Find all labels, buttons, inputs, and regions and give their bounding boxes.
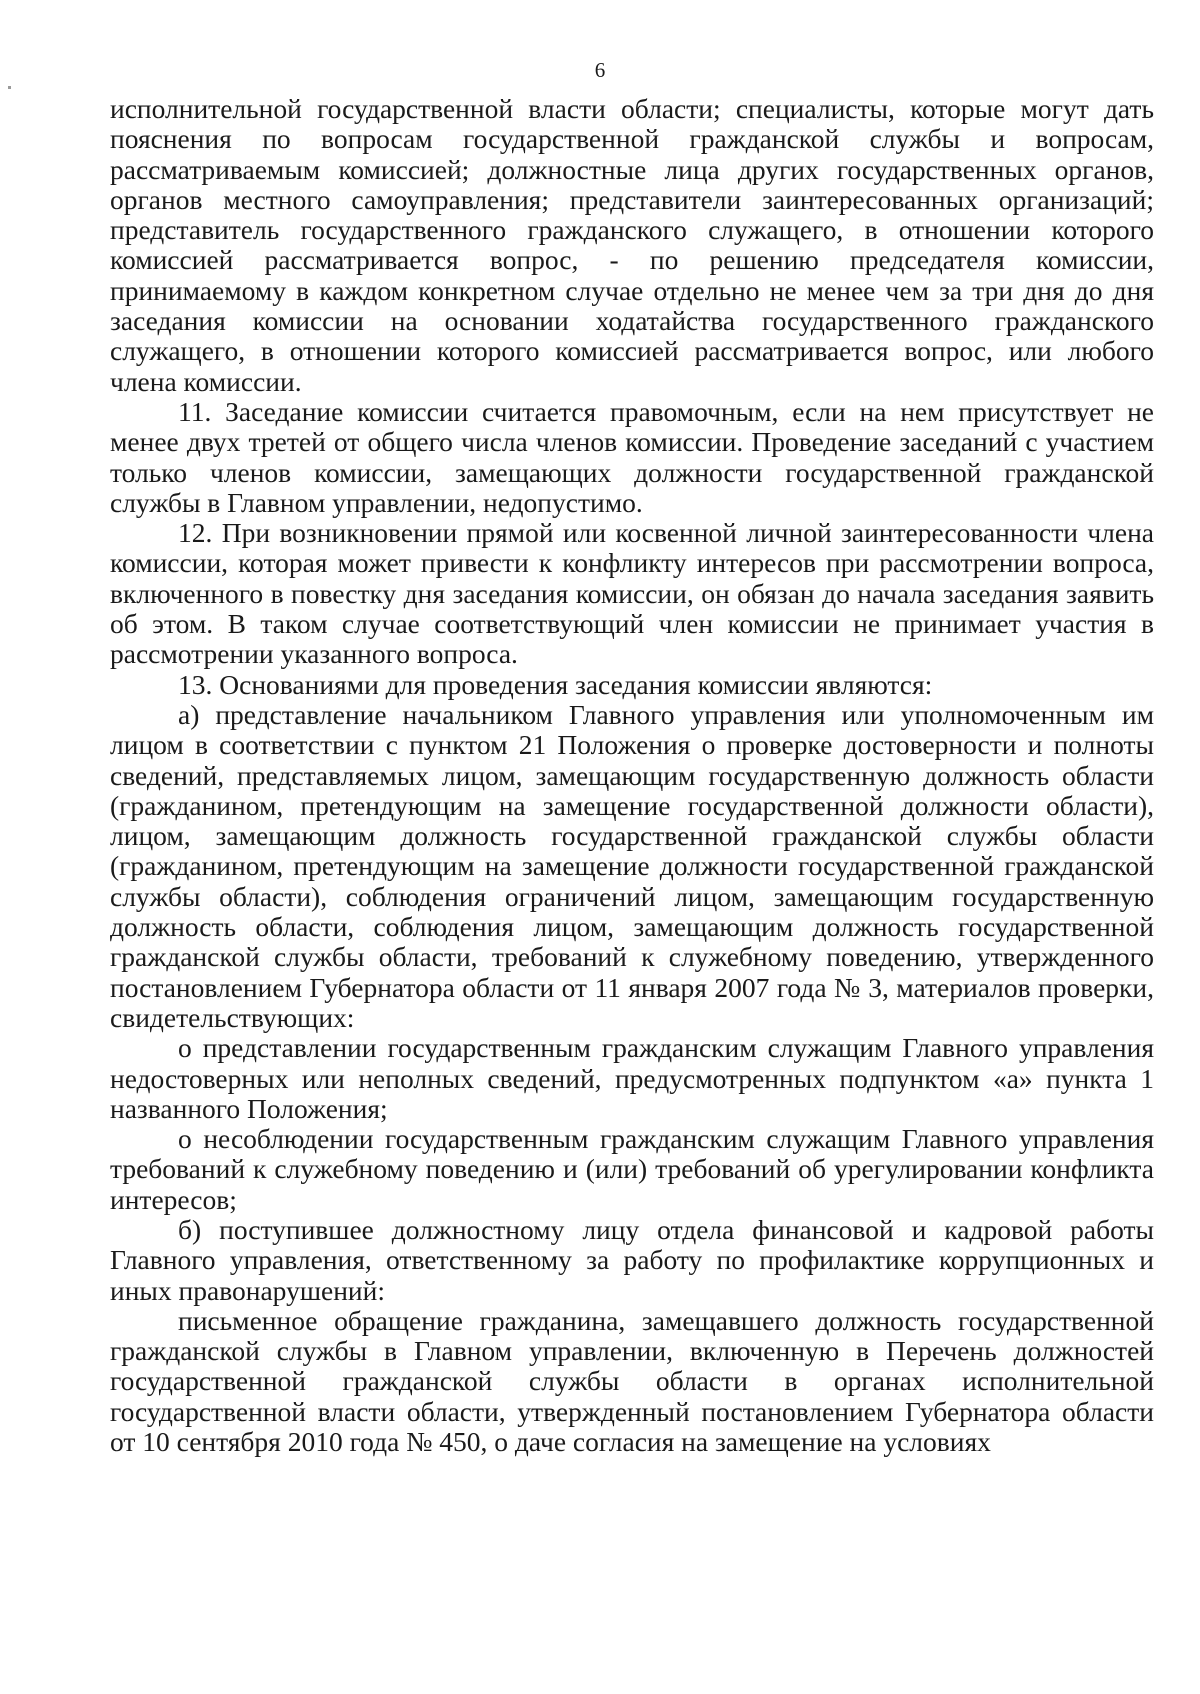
document-body <box>110 94 1154 1457</box>
paragraph-subitem-b-point-1: письменное обращение гражданина, замещавшего должность государственной гражданской службы в Главном управлении, включенную в Перечень должностей государственной гражданской службы области в органах исполнительной государственной власти области, утвержденный постановлением Губернатора области от 10 сентября 2010 года № 450, о даче согласия на замещение на условиях <box>110 1304 1154 1458</box>
paragraph-subitem-a-point-2: о несоблюдении государственным гражданским служащим Главного управления требований к служебному поведению и (или) требований об урегулировании конфликта интересов; <box>110 1123 1154 1215</box>
paragraph-subitem-a: а) представление начальником Главного управления или уполномоченным им лицом в соответствии с пунктом 21 Положения о проверке достоверности и полноты сведений, представляемых лицом, замещающим государственную должность области (гражданином, претендующим на замещение государственной должности области), лицом, замещающим должность государственной гражданской службы области (гражданином, претендующим на замещение должности государственной гражданской службы области), соблюдения ограничений лицом, замещающим государственную должность области, соблюдения лицом, замещающим должность государственной гражданской службы области, требований к служебному поведению, утвержденного постановлением Губернатора области от 11 января 2007 года № 3, материалов проверки, свидетельствующих: <box>110 698 1154 1033</box>
paragraph-item-13: 13. Основаниями для проведения заседания комиссии являются: <box>178 668 933 700</box>
paragraph-item-11: 11. Заседание комиссии считается правомочным, если на нем присутствует не менее двух третей от общего числа членов комиссии. Проведение заседаний с участием только членов комиссии, замещающих должности государственной гражданской службы в Главном управлении, недопустимо. <box>110 395 1154 518</box>
paragraph-item-12: 12. При возникновении прямой или косвенной личной заинтересованности члена комиссии, которая может привести к конфликту интересов при рассмотрении вопроса, включенного в повестку дня заседания комиссии, он обязан до начала заседания заявить об этом. В таком случае соответствующий член комиссии не принимает участия в рассмотрении указанного вопроса. <box>110 517 1154 670</box>
paragraph-subitem-a-point-1: о представлении государственным гражданским служащим Главного управления недостоверных или неполных сведений, предусмотренных подпунктом «а» пункта 1 названного Положения; <box>110 1032 1154 1124</box>
scan-speck <box>8 86 11 89</box>
paragraph-subitem-b: б) поступившее должностному лицу отдела финансовой и кадровой работы Главного управления, ответственному за работу по профилактике коррупционных и иных правонарушений: <box>110 1213 1154 1306</box>
page-number: 6 <box>594 58 606 82</box>
paragraph-continuation: исполнительной государственной власти области; специалисты, которые могут дать пояснения по вопросам государственной гражданской службы и вопросам, рассматриваемым комиссией; должностные лица других государственных органов, органов местного самоуправления; представители заинтересованных организаций; представитель государственного гражданского служащего, в отношении которого комиссией рассматривается вопрос, - по решению председателя комиссии, принимаемому в каждом конкретном случае отдельно не менее чем за три дня до дня заседания комиссии на основании ходатайства государственного гражданского служащего, в отношении которого комиссией рассматривается вопрос, или любого члена комиссии. <box>110 93 1154 397</box>
